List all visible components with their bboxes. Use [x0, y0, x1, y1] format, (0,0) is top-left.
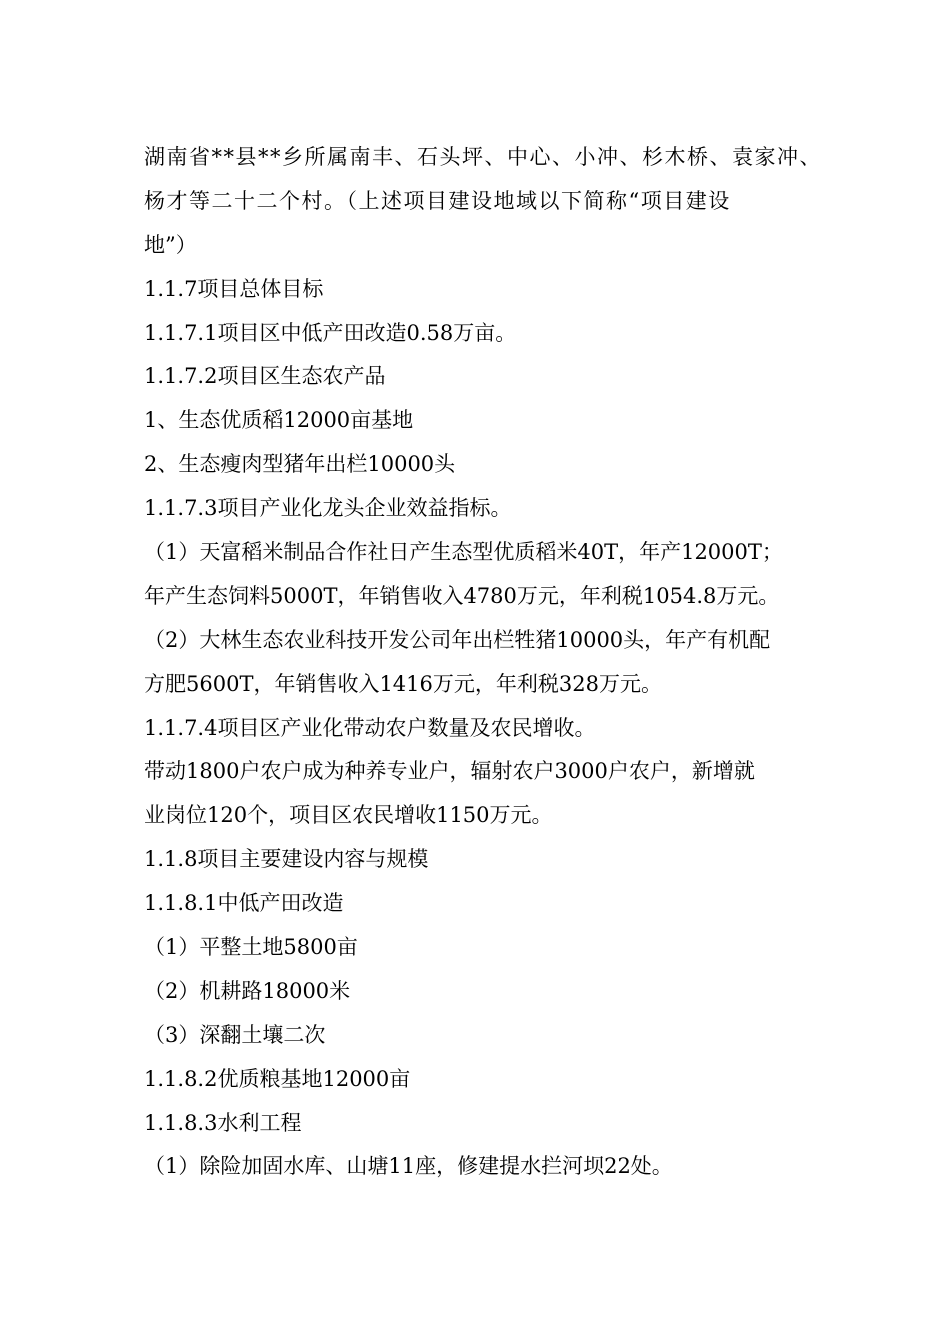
subsection-heading: 1.1.8.3水利工程 [144, 1110, 302, 1135]
paragraph-line: 业岗位120个，项目区农民增收1150万元。 [144, 803, 553, 828]
list-item: 1、生态优质稻12000亩基地 [144, 408, 414, 433]
section-heading: 1.1.7项目总体目标 [144, 276, 324, 301]
paragraph-line: 带动1800户农户成为种养专业户，辐射农户3000户农户，新增就 [144, 759, 755, 784]
list-item: （1）平整土地5800亩 [144, 935, 358, 960]
list-item: 2、生态瘦肉型猪年出栏10000头 [144, 452, 456, 477]
list-item: （1）除险加固水库、山塘11座，修建提水拦河坝22处。 [144, 1154, 673, 1179]
paragraph-line: 年产生态饲料5000T，年销售收入4780万元，年利税1054.8万元。 [144, 583, 780, 608]
paragraph-line: 方肥5600T，年销售收入1416万元，年利税328万元。 [144, 671, 662, 696]
list-item: （2）机耕路18000米 [144, 978, 351, 1003]
subsection-heading: 1.1.8.1中低产田改造 [144, 891, 344, 916]
document-body [144, 136, 834, 1189]
list-item: （1）天富稻米制品合作社日产生态型优质稻米40T，年产12000T； [144, 540, 783, 565]
subsection-heading: 1.1.7.1项目区中低产田改造0.58万亩。 [144, 320, 517, 345]
paragraph-line: 地”） [144, 232, 197, 257]
subsection-heading: 1.1.7.3项目产业化龙头企业效益指标。 [144, 496, 512, 521]
section-heading: 1.1.8项目主要建设内容与规模 [144, 847, 429, 872]
paragraph-line: 杨才等二十二个村。（上述项目建设地域以下简称“项目建设 [144, 188, 731, 213]
subsection-heading: 1.1.7.2项目区生态农产品 [144, 364, 386, 389]
subsection-heading: 1.1.7.4项目区产业化带动农户数量及农民增收。 [144, 715, 596, 740]
list-item: （3）深翻土壤二次 [144, 1022, 326, 1047]
paragraph-line: 湖南省**县**乡所属南丰、石头坪、中心、小冲、杉木桥、袁家冲、 [144, 145, 822, 169]
subsection-heading: 1.1.8.2优质粮基地12000亩 [144, 1066, 411, 1091]
list-item: （2）大林生态农业科技开发公司年出栏牲猪10000头，年产有机配 [144, 627, 771, 652]
